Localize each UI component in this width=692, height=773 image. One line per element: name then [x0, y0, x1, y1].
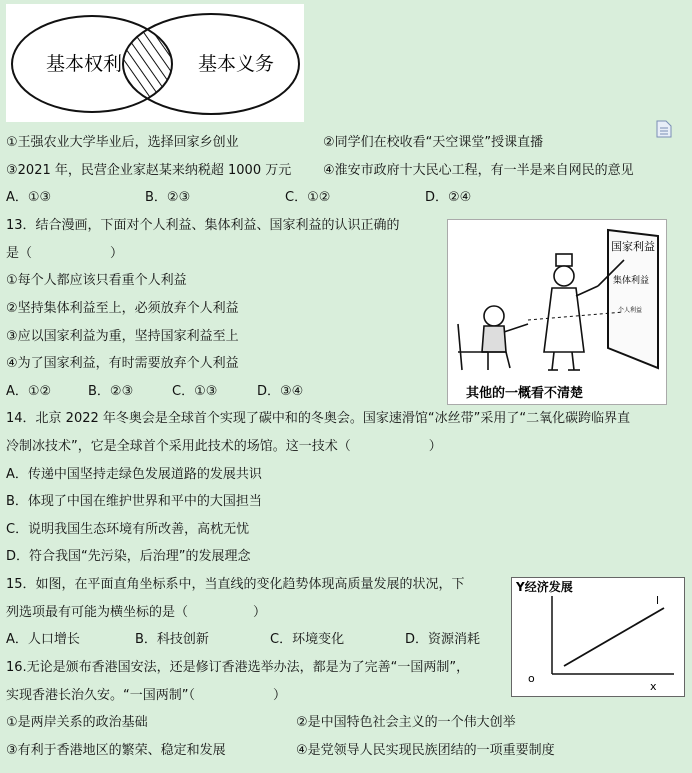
q13-option-2: ②坚持集体利益至上，必须放弃个人利益 [6, 301, 239, 316]
venn-diagram [6, 4, 304, 122]
q15-graph [511, 577, 685, 697]
document-icon[interactable] [656, 120, 672, 138]
q12-option-2: ②同学们在校收看“天空课堂”授课直播 [323, 135, 544, 150]
q16-option-2: ②是中国特色社会主义的一个伟大创举 [296, 715, 516, 730]
q15-stem-line1: 15．如图，在平面直角坐标系中，当直线的变化趋势体现高质量发展的状况，下 [6, 577, 465, 592]
q16-stem-line2: 实现香港长治久安。“一国两制”（ ） [6, 688, 286, 703]
q16-option-4: ④是党领导人民实现民族团结的一项重要制度 [296, 743, 555, 758]
graph-y-label: Y经济发展 [516, 580, 573, 594]
cartoon-caption: 其他的一概看不清楚 [466, 386, 584, 401]
q15-graph-svg [512, 578, 684, 696]
q14-stem-line2: 冷制冰技术”，它是全球首个采用此技术的场馆。这一技术（ ） [6, 439, 442, 454]
q12-choice-a: A．①③ [6, 190, 52, 205]
q13-choice-b: B．②③ [88, 384, 134, 399]
q15-choice-c: C．环境变化 [270, 632, 345, 647]
cartoon-patient [458, 306, 528, 370]
cartoon-board-label-2: 集体利益 [613, 276, 650, 286]
venn-left-label: 基本权利 [46, 53, 123, 75]
q14-choice-c: C．说明我国生态环境有所改善，高枕无忧 [6, 522, 250, 537]
q15-choice-d: D．资源消耗 [405, 632, 481, 647]
q16-option-3: ③有利于香港地区的繁荣、稳定和发展 [6, 743, 226, 758]
q14-stem-line1: 14．北京 2022 年冬奥会是全球首个实现了碳中和的冬奥会。国家速滑馆“冰丝带”采用了“二氧化碳跨临界直 [6, 411, 631, 426]
graph-line-label: l [656, 594, 660, 607]
q12-choice-c: C．①② [285, 190, 331, 205]
graph-trend-line [564, 608, 664, 666]
q15-choice-a: A．人口增长 [6, 632, 80, 647]
q13-stem-line2: 是（ ） [6, 246, 124, 261]
q14-choice-d: D．符合我国“先污染，后治理”的发展理念 [6, 549, 251, 564]
q13-choice-c: C．①③ [172, 384, 218, 399]
cartoon-illustration [447, 219, 667, 405]
venn-svg [6, 4, 304, 122]
q12-option-1: ①王强农业大学毕业后，选择回家乡创业 [6, 135, 239, 150]
q12-choice-d: D．②④ [425, 190, 472, 205]
q15-stem-line2: 列选项最有可能为横坐标的是（ ） [6, 605, 267, 620]
q12-option-4: ④淮安市政府十大民心工程，有一半是来自网民的意见 [323, 163, 634, 178]
cartoon-board-label-1: 国家利益 [611, 240, 655, 253]
cartoon-svg [448, 220, 666, 404]
venn-right-label: 基本义务 [198, 53, 275, 75]
graph-origin-label: o [528, 672, 535, 685]
q16-option-1: ①是两岸关系的政治基础 [6, 715, 148, 730]
cartoon-board-label-3: 个人利益 [618, 307, 643, 314]
q15-choice-b: B．科技创新 [135, 632, 209, 647]
q12-option-3: ③2021 年，民营企业家赵某来纳税超 1000 万元 [6, 163, 292, 178]
q13-stem-line1: 13．结合漫画，下面对个人利益、集体利益、国家利益的认识正确的 [6, 218, 400, 233]
q13-choice-a: A．①② [6, 384, 52, 399]
q14-choice-b: B．体现了中国在维护世界和平中的大国担当 [6, 494, 262, 509]
q13-option-1: ①每个人都应该只看重个人利益 [6, 273, 187, 288]
graph-x-label: x [650, 680, 657, 693]
q13-option-4: ④为了国家利益，有时需要放弃个人利益 [6, 356, 239, 371]
q13-choice-d: D．③④ [257, 384, 304, 399]
q14-choice-a: A．传递中国坚持走绿色发展道路的发展共识 [6, 467, 262, 482]
q16-stem-line1: 16.无论是颁布香港国安法，还是修订香港选举办法，都是为了完善“一国两制”， [6, 660, 470, 675]
q12-choice-b: B．②③ [145, 190, 191, 205]
q13-option-3: ③应以国家利益为重，坚持国家利益至上 [6, 329, 239, 344]
